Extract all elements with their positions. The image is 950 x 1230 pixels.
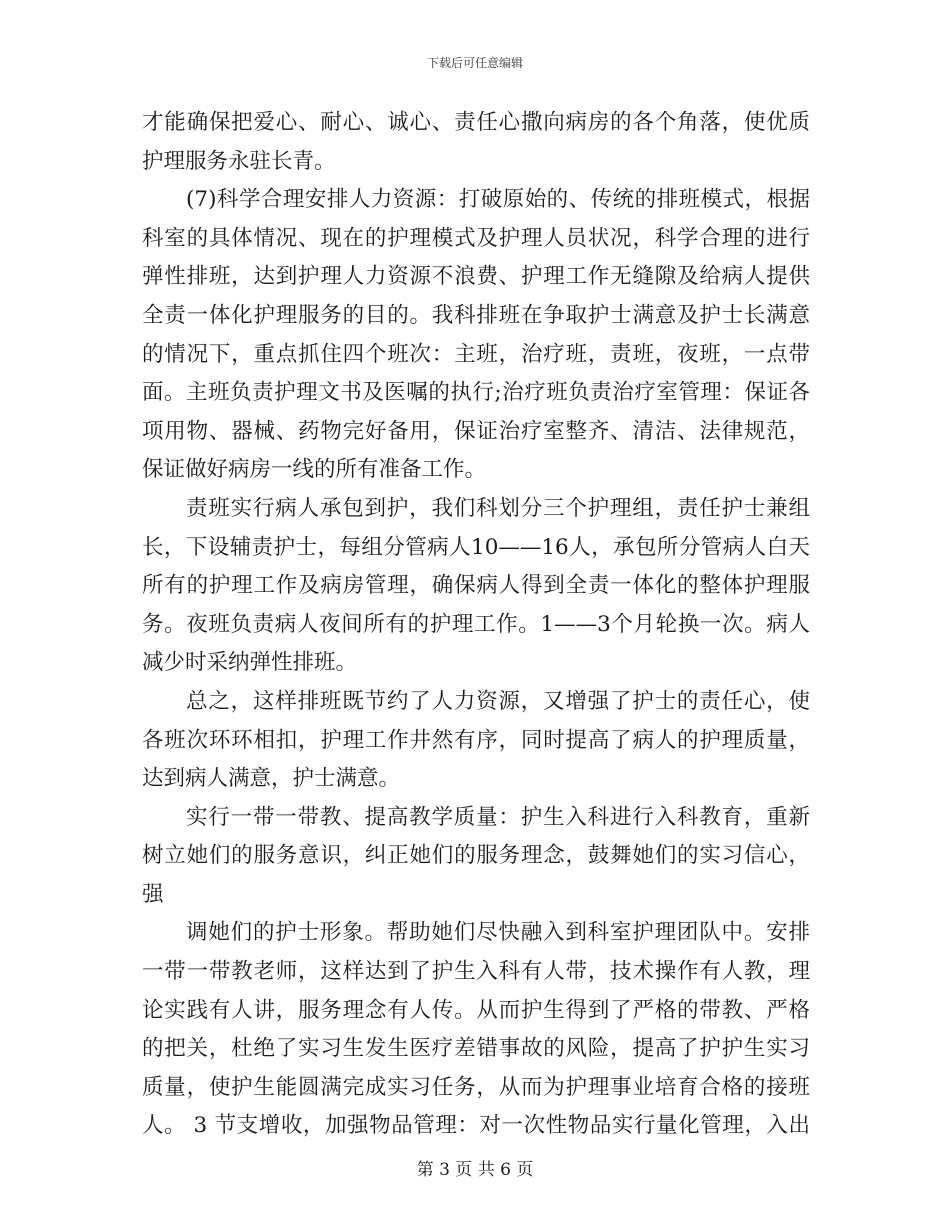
text-line: 长，下设辅责护士，每组分管病人10——16人，承包所分管病人白天 bbox=[142, 534, 810, 560]
text-line: 项用物、器械、药物完好备用，保证治疗室整齐、清洁、法律规范， bbox=[142, 418, 810, 444]
text-line: 护理服务永驻长青。 bbox=[142, 148, 336, 174]
text-line: 责班实行病人承包到护，我们科划分三个护理组，责任护士兼组 bbox=[186, 495, 810, 521]
text-line: 调她们的护士形象。帮助她们尽快融入到科室护理团队中。安排 bbox=[186, 920, 810, 946]
text-line: 的把关，杜绝了实习生发生医疗差错事故的风险，提高了护护生实习 bbox=[142, 1036, 810, 1062]
text-line: 才能确保把爱心、耐心、诚心、责任心撒向病房的各个角落，使优质 bbox=[142, 110, 810, 135]
text-line: 的情况下，重点抓住四个班次：主班，治疗班，责班，夜班，一点带 bbox=[142, 341, 810, 367]
text-line: 人。 3 节支增收，加强物品管理：对一次性物品实行量化管理，入出 bbox=[142, 1113, 810, 1139]
text-line: 实行一带一带教、提高教学质量：护生入科进行入科教育，重新 bbox=[186, 804, 810, 830]
text-line: 总之，这样排班既节约了人力资源，又增强了护士的责任心，使 bbox=[186, 688, 810, 714]
text-line: 减少时采纳弹性排班。 bbox=[142, 650, 358, 676]
text-line: 科室的具体情况、现在的护理模式及护理人员状况，科学合理的进行 bbox=[142, 225, 810, 251]
text-line: (7)科学合理安排人力资源：打破原始的、传统的排班模式，根据 bbox=[186, 187, 810, 213]
text-line: 弹性排班，达到护理人力资源不浪费、护理工作无缝隙及给病人提供 bbox=[142, 264, 810, 290]
text-line: 保证做好病房一线的所有准备工作。 bbox=[142, 457, 487, 483]
text-line: 面。主班负责护理文书及医嘱的执行;治疗班负责治疗室管理：保证各 bbox=[142, 380, 810, 406]
text-line: 达到病人满意，护士满意。 bbox=[142, 766, 401, 792]
text-line: 质量，使护生能圆满完成实习任务，从而为护理事业培育合格的接班 bbox=[142, 1074, 810, 1100]
text-line: 强 bbox=[142, 881, 164, 907]
text-line: 树立她们的服务意识，纠正她们的服务理念，鼓舞她们的实习信心， bbox=[142, 843, 810, 869]
text-line: 所有的护理工作及病房管理，确保病人得到全责一体化的整体护理服 bbox=[142, 573, 810, 599]
text-line: 全责一体化护理服务的目的。我科排班在争取护士满意及护士长满意 bbox=[142, 302, 810, 328]
page-header: 下载后可任意编辑 bbox=[426, 56, 523, 70]
page-footer: 第 3 页 共 6 页 bbox=[416, 1160, 534, 1180]
text-line: 论实践有人讲，服务理念有人传。从而护生得到了严格的带教、严格 bbox=[142, 997, 810, 1023]
document-body bbox=[142, 104, 810, 1146]
text-line: 各班次环环相扣，护理工作井然有序，同时提高了病人的护理质量， bbox=[142, 727, 810, 753]
text-line: 一带一带教老师，这样达到了护生入科有人带，技术操作有人教，理 bbox=[142, 959, 810, 985]
text-line: 务。夜班负责病人夜间所有的护理工作。1——3个月轮换一次。病人 bbox=[142, 611, 810, 637]
